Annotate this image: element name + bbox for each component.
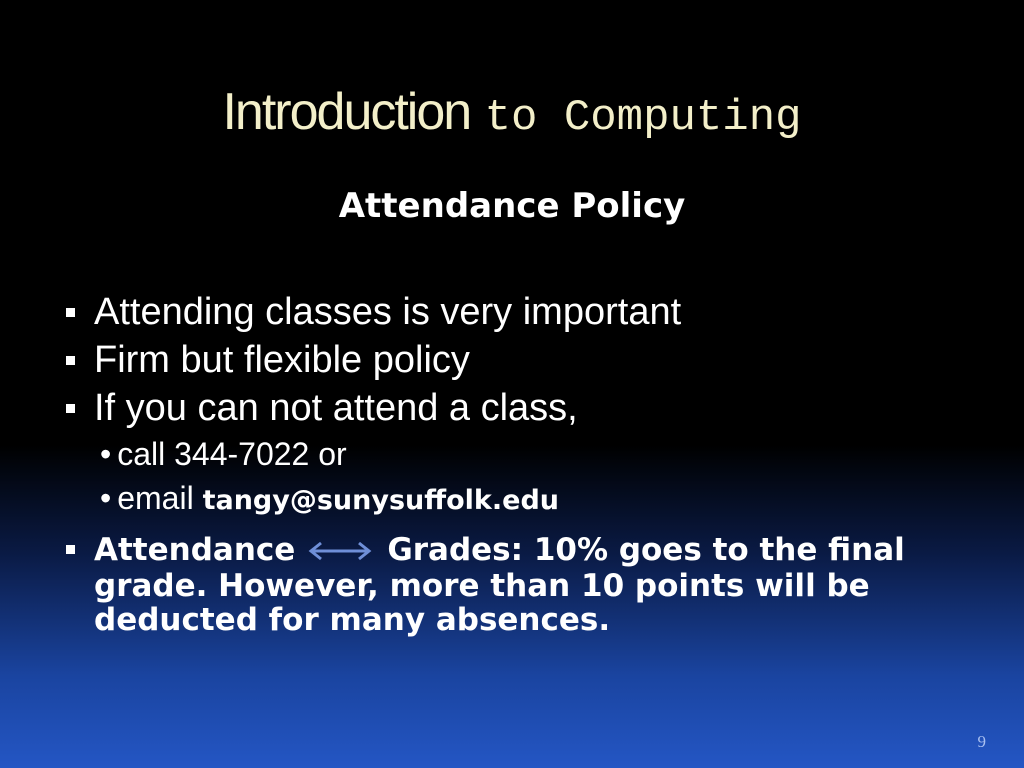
grades-text: Grades: 10% goes to the final grade. However, more than 10 points will be deducted for many absences. bbox=[94, 532, 905, 638]
square-bullet-icon bbox=[66, 356, 75, 365]
round-bullet-icon: • bbox=[100, 436, 112, 472]
slide-subtitle: Attendance Policy bbox=[338, 186, 686, 226]
sub-bullet-call bbox=[60, 432, 960, 476]
bullet-item bbox=[60, 336, 960, 384]
page-number: 9 bbox=[977, 732, 986, 751]
call-text: call 344-7022 or bbox=[117, 436, 347, 472]
attendance-label: Attendance bbox=[94, 532, 296, 568]
double-arrow-icon bbox=[307, 535, 373, 569]
bullet-text: If you can not attend a class, bbox=[94, 387, 578, 429]
bullet-text: Attending classes is very important bbox=[94, 291, 682, 333]
bullet-item bbox=[60, 384, 960, 432]
bullet-text: Firm but flexible policy bbox=[94, 339, 470, 381]
square-bullet-icon bbox=[66, 545, 75, 554]
email-label: email bbox=[117, 480, 194, 516]
title-part-2: to Computing bbox=[484, 93, 802, 143]
square-bullet-icon bbox=[66, 404, 75, 413]
sub-bullet-email bbox=[60, 476, 960, 523]
bullet-item bbox=[60, 288, 960, 336]
round-bullet-icon: • bbox=[100, 480, 112, 516]
bullet-list bbox=[60, 288, 960, 637]
slide-title bbox=[0, 80, 1024, 150]
square-bullet-icon bbox=[66, 308, 75, 317]
title-part-1: Introduction bbox=[222, 83, 471, 141]
bullet-item-grades bbox=[60, 533, 960, 637]
email-address-link[interactable]: tangy@sunysuffolk.edu bbox=[202, 485, 559, 516]
